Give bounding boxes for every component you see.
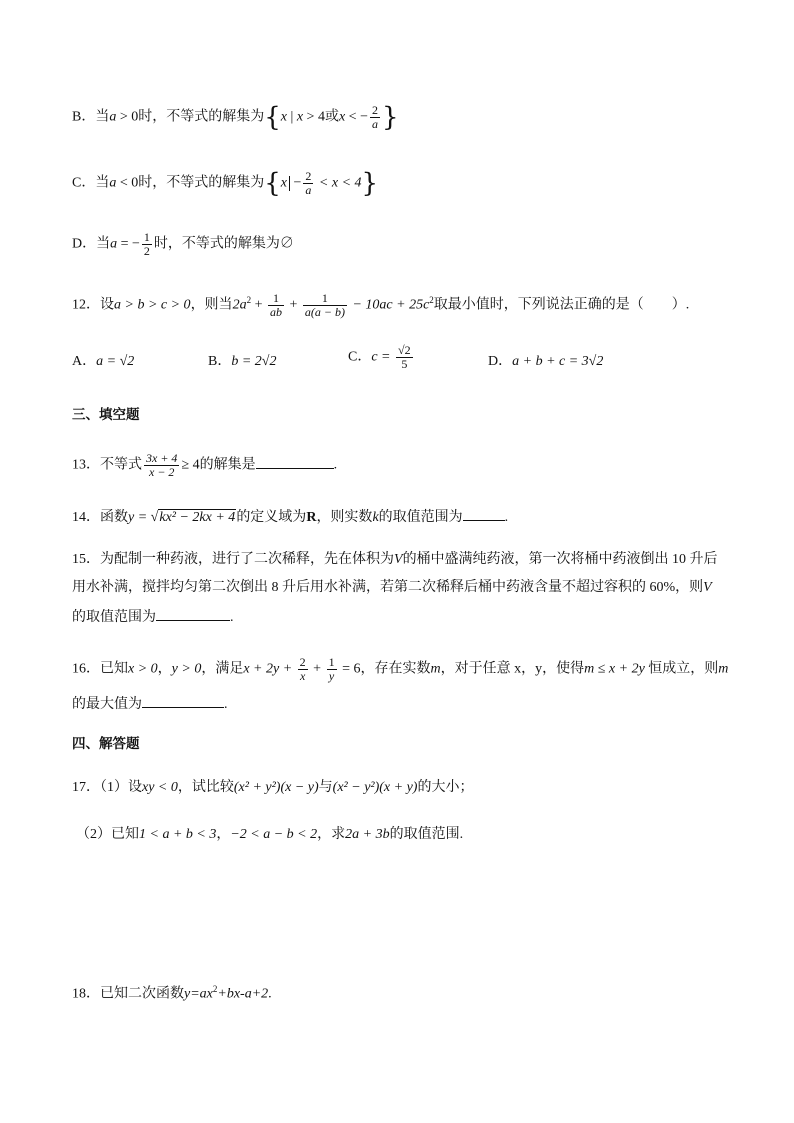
fraction: $\frac{2}{x}$ bbox=[299, 655, 306, 683]
answer-blank[interactable] bbox=[463, 506, 505, 521]
fraction: $\frac{3x + 4}{x - 2}$ bbox=[146, 451, 178, 479]
fraction: $\frac{1}{ab}$ bbox=[269, 290, 282, 319]
question-12: 12．设a > b > c > 0，则当$2a^2$ + $\frac{1}{ab}$ + $\frac{1}{a(a - b)}$ − $10ac + 25c^2$取最小值时，下列说法正确的是（ ）. bbox=[72, 290, 690, 319]
fraction: $\frac{1}{a(a - b)}$ bbox=[304, 290, 345, 319]
question-17-part-2: （2）已知1 < a + b < 3，−2 < a − b < 2，求2a + 3b的取值范围. bbox=[76, 827, 464, 842]
answer-blank[interactable] bbox=[256, 454, 334, 469]
question-15-line-3: 的取值范围为 . bbox=[72, 606, 234, 628]
question-16-line-1: 16．已知x > 0，y > 0，满足x + 2y + $\frac{2}{x}$ + $\frac{1}{y}$ = 6，存在实数m，对于任意 x，y，使得m ≤ x + 2y 恒成立，则m bbox=[72, 655, 729, 683]
question-15-line-1: 15．为配制一种药液，进行了二次稀释，先在体积为V的桶中盛满纯药液，第一次将桶中药液倒出 10 升后 bbox=[72, 552, 718, 567]
section-heading-fill-in: 三、填空题 bbox=[72, 407, 140, 423]
question-17-part-1: 17．（1）设xy < 0，试比较(x² + y²)(x − y)与(x² − y²)(x + y)的大小； bbox=[72, 780, 474, 795]
option-b: B．当a > 0时，不等式的解集为{x | x > 4或x < − $\frac{2}{a}$ } bbox=[72, 102, 399, 133]
question-13: 13．不等式 $\frac{3x + 4}{x - 2}$ ≥ 4的解集是 . bbox=[72, 451, 338, 479]
option-d: D．当a = − $\frac{1}{2}$ 时，不等式的解集为∅ bbox=[72, 230, 294, 258]
section-heading-solve: 四、解答题 bbox=[72, 736, 140, 752]
fraction: $\frac{2}{a}$ bbox=[371, 103, 378, 131]
question-15-line-2: 用水补满，搅拌均匀第二次倒出 8 升后用水补满，若第二次稀释后桶中药液含量不超过容积的 60%，则V bbox=[72, 580, 712, 595]
question-14: 14．函数y = √kx² − 2kx + 4的定义域为R，则实数k的取值范围为 . bbox=[72, 506, 508, 528]
answer-blank[interactable] bbox=[156, 606, 230, 621]
fraction: $\frac{2}{a}$ bbox=[305, 169, 312, 197]
fraction: $\frac{1}{2}$ bbox=[143, 230, 150, 258]
question-16-line-2: 的最大值为 . bbox=[72, 693, 228, 715]
question-12-options: A．a = √2 B．b = 2√2 C．c = $\frac{√2}{5}$ D．a + b + c = 3√2 bbox=[72, 343, 604, 371]
fraction: $\frac{√2}{5}$ bbox=[398, 343, 411, 371]
option-c: C．当a < 0时，不等式的解集为{x − $\frac{2}{a}$ < x < 4} bbox=[72, 168, 379, 199]
question-18: 18．已知二次函数$y=ax^2+bx-a+2$. bbox=[72, 984, 272, 1002]
answer-blank[interactable] bbox=[142, 693, 224, 708]
fraction: $\frac{1}{y}$ bbox=[328, 655, 335, 683]
